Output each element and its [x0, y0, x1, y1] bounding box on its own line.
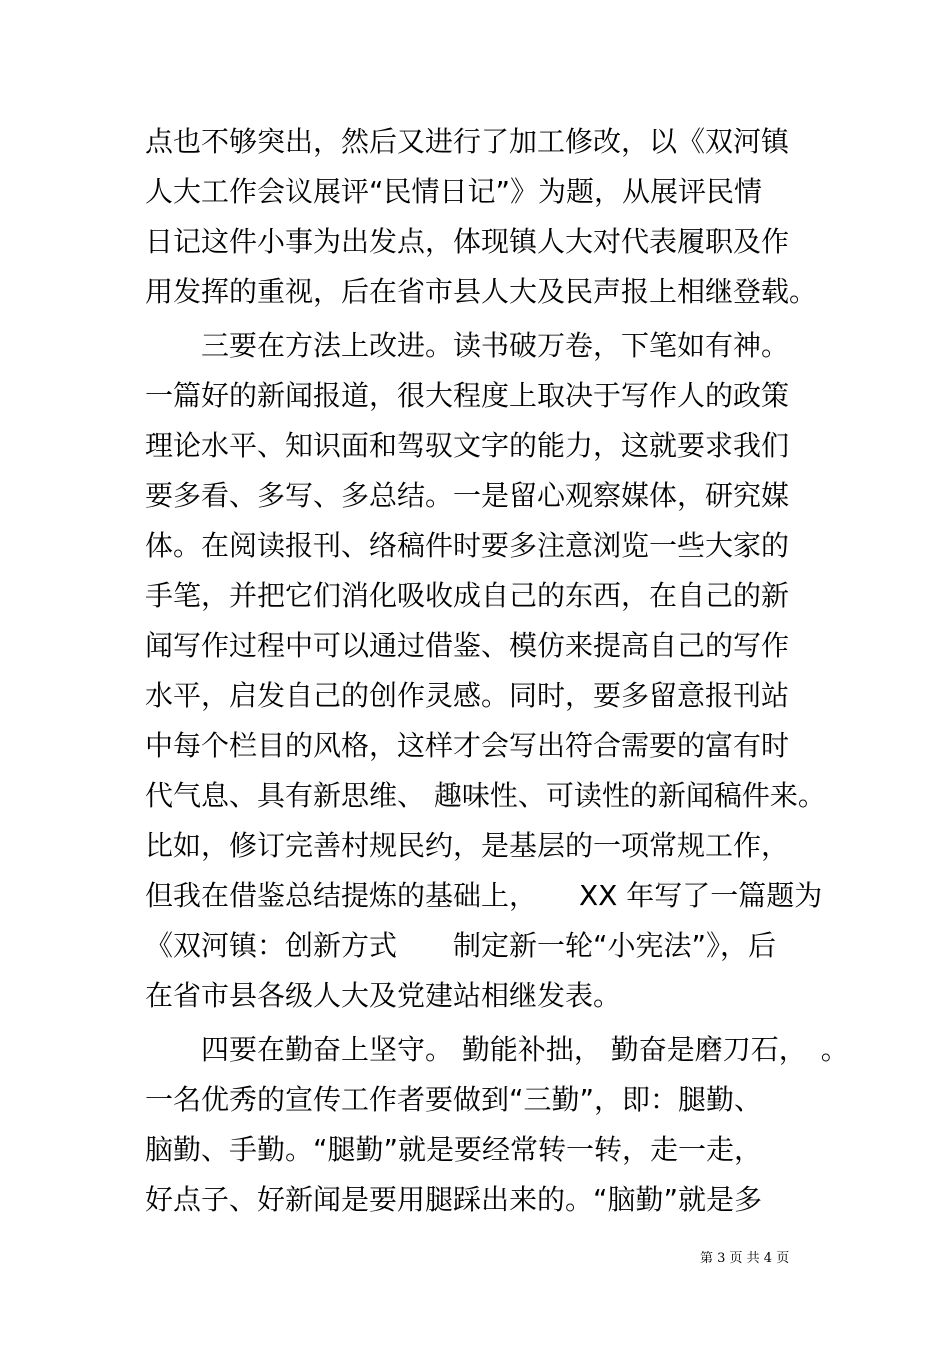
- text-line: 三要在方法上改进。读书破万卷，下笔如有神。: [145, 329, 790, 362]
- text-line: 《双河镇：创新方式 制定新一轮“小宪法”》，后: [145, 929, 777, 962]
- text-line: 代气息、具有新思维、 趣味性、可读性的新闻稿件来。: [145, 779, 826, 812]
- text-line: 中每个栏目的风格，这样才会写出符合需要的富有时: [145, 729, 790, 762]
- text-line: 理论水平、知识面和驾驭文字的能力，这就要求我们: [145, 429, 790, 462]
- text-line: 日记这件小事为出发点，体现镇人大对代表履职及作: [145, 225, 790, 258]
- text-line: 要多看、多写、多总结。一是留心观察媒体，研究媒: [145, 479, 790, 512]
- text-line: 脑勤、手勤。“腿勤”就是要经常转一转，走一走，: [145, 1133, 763, 1166]
- text-line: 用发挥的重视，后在省市县人大及民声报上相继登载。: [145, 275, 818, 308]
- text-line: 在省市县各级人大及党建站相继发表。: [145, 979, 622, 1012]
- text-line: 四要在勤奋上坚守。 勤能补拙， 勤奋是磨刀石， 。: [145, 1033, 849, 1066]
- text-line: 比如，修订完善村规民约，是基层的一项常规工作，: [145, 829, 790, 862]
- text-line: 一名优秀的宣传工作者要做到“三勤”，即：腿勤、: [145, 1083, 763, 1116]
- text-line: 点也不够突出，然后又进行了加工修改，以《双河镇: [145, 125, 790, 158]
- text-line: 人大工作会议展评“民情日记”》为题，从展评民情: [145, 175, 763, 208]
- text-line: 手笔，并把它们消化吸收成自己的东西，在自己的新: [145, 579, 790, 612]
- text-line: 水平，启发自己的创作灵感。同时，要多留意报刊站: [145, 679, 790, 712]
- text-line: 闻写作过程中可以通过借鉴、模仿来提高自己的写作: [145, 629, 790, 662]
- text-line: 一篇好的新闻报道，很大程度上取决于写作人的政策: [145, 379, 790, 412]
- text-line: 但我在借鉴总结提炼的基础上， XX 年写了一篇题为: [145, 879, 823, 912]
- text-line: 好点子、好新闻是要用腿踩出来的。“脑勤”就是多: [145, 1183, 763, 1216]
- text-line: 体。在阅读报刊、络稿件时要多注意浏览一些大家的: [145, 529, 790, 562]
- page-number-footer: 第 3 页 共 4 页: [700, 1251, 790, 1266]
